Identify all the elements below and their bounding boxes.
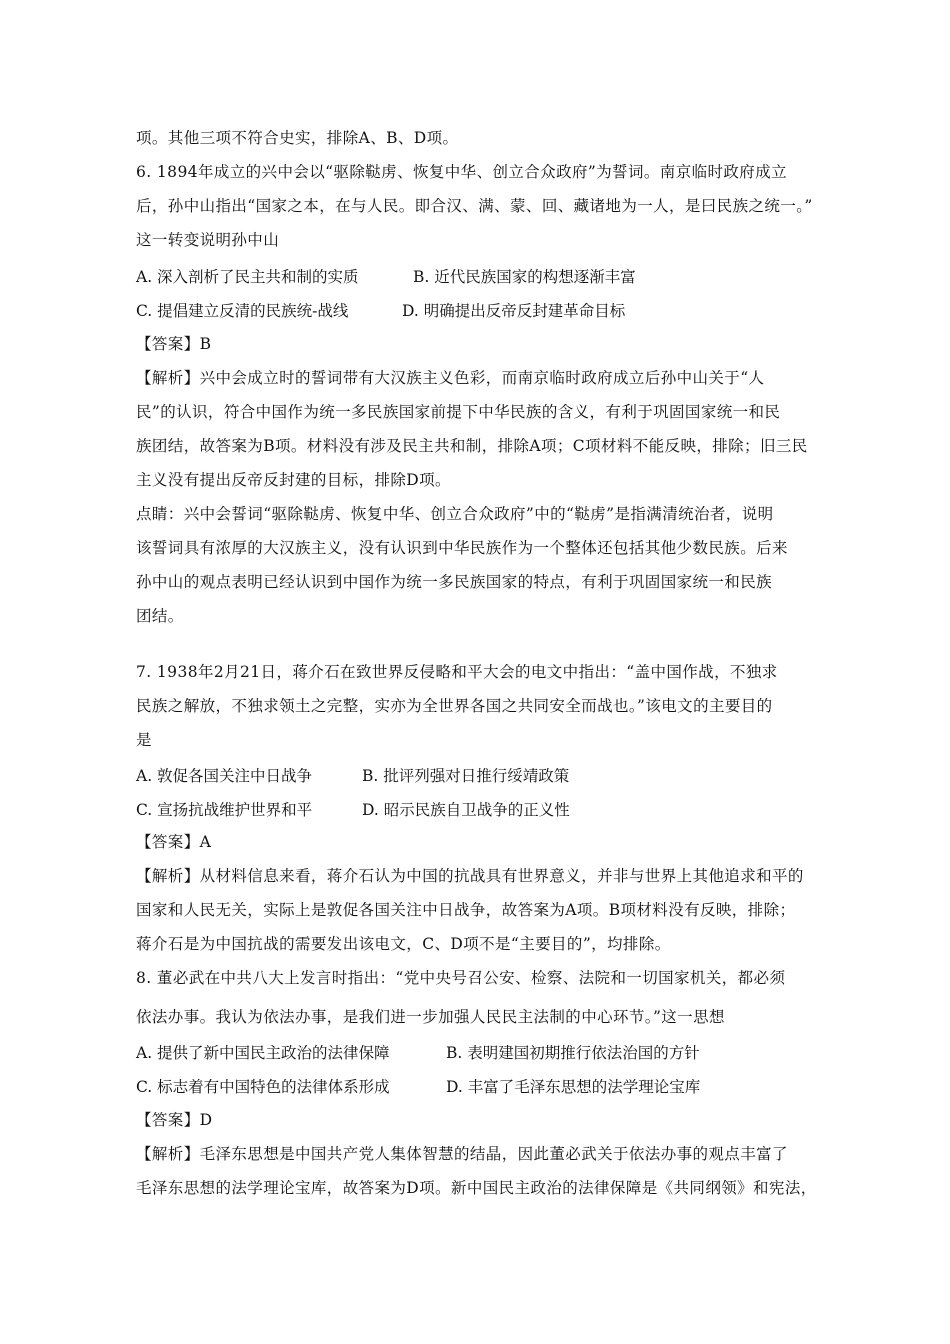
question-7-stem: 民族之解放，不独求领土之完整，实亦为全世界各国之共同安全而战也。”该电文的主要目的 bbox=[136, 697, 773, 715]
question-8-option-c: C. 标志着有中国特色的法律体系形成 bbox=[136, 1078, 390, 1096]
question-6-option-c: C. 提倡建立反清的民族统-战线 bbox=[136, 302, 349, 320]
question-8-option-b: B. 表明建国初期推行依法治国的方针 bbox=[446, 1044, 700, 1062]
question-6-analysis: 【解析】兴中会成立时的誓词带有大汉族主义色彩，而南京临时政府成立后孙中山关于“人 bbox=[136, 369, 765, 387]
question-6-comment: 团结。 bbox=[136, 607, 184, 625]
question-6-option-d: D. 明确提出反帝反封建革命目标 bbox=[402, 302, 626, 320]
question-6-analysis: 民”的认识，符合中国作为统一多民族国家前提下中华民族的含义，有利于巩固国家统一和民 bbox=[136, 403, 781, 421]
question-8-analysis: 毛泽东思想的法学理论宝库，故答案为D项。新中国民主政治的法律保障是《共同纲领》和宪法， bbox=[136, 1179, 817, 1197]
question-6-comment: 点睛：兴中会誓词“驱除鞑虏、恢复中华、创立合众政府”中的“鞑虏”是指满清统治者，说明 bbox=[136, 505, 774, 523]
question-6-comment: 孙中山的观点表明已经认识到中国作为统一多民族国家的特点，有利于巩固国家统一和民族 bbox=[136, 573, 773, 591]
text-line: 项。其他三项不符合史实，排除A、B、D项。 bbox=[136, 129, 459, 147]
question-7-analysis: 蒋介石是为中国抗战的需要发出该电文，C、D项不是“主要目的”，均排除。 bbox=[136, 935, 671, 953]
question-7-option-a: A. 敦促各国关注中日战争 bbox=[136, 767, 313, 785]
question-6-answer: 【答案】B bbox=[136, 335, 212, 353]
question-8-option-d: D. 丰富了毛泽东思想的法学理论宝库 bbox=[446, 1078, 701, 1096]
question-8-stem: 8. 董必武在中共八大上发言时指出：“党中央号召公安、检察、法院和一切国家机关，都必须 bbox=[136, 969, 786, 987]
question-7-stem: 7. 1938年2月21日，蒋介石在致世界反侵略和平大会的电文中指出：“盖中国作战，不独求 bbox=[136, 663, 778, 681]
question-6-stem: 这一转变说明孙中山 bbox=[136, 231, 280, 249]
question-6-comment: 该誓词具有浓厚的大汉族主义，没有认识到中华民族作为一个整体还包括其他少数民族。后来 bbox=[136, 539, 788, 557]
question-8-stem: 依法办事。我认为依法办事，是我们进一步加强人民民主法制的中心环节。”这一思想 bbox=[136, 1008, 725, 1026]
question-7-analysis: 国家和人民无关，实际上是敦促各国关注中日战争，故答案为A项。B项材料没有反映，排除； bbox=[136, 901, 796, 919]
question-7-stem: 是 bbox=[136, 731, 152, 749]
question-6-analysis: 主义没有提出反帝反封建的目标，排除D项。 bbox=[136, 471, 451, 489]
question-8-option-a: A. 提供了新中国民主政治的法律保障 bbox=[136, 1044, 390, 1062]
question-7-option-b: B. 批评列强对日推行绥靖政策 bbox=[362, 767, 570, 785]
question-7-analysis: 【解析】从材料信息来看，蒋介石认为中国的抗战具有世界意义，并非与世界上其他追求和平的 bbox=[136, 867, 804, 885]
question-7-answer: 【答案】A bbox=[136, 833, 212, 851]
question-6-analysis: 族团结，故答案为B项。材料没有涉及民主共和制，排除A项；C项材料不能反映，排除；旧三民 bbox=[136, 437, 808, 455]
question-7-option-c: C. 宣扬抗战维护世界和平 bbox=[136, 801, 313, 819]
question-7-option-d: D. 昭示民族自卫战争的正义性 bbox=[362, 801, 570, 819]
question-6-stem: 后，孙中山指出“国家之本，在与人民。即合汉、满、蒙、回、藏诸地为一人，是曰民族之统一。” bbox=[136, 197, 813, 215]
question-8-analysis: 【解析】毛泽东思想是中国共产党人集体智慧的结晶，因此董必武关于依法办事的观点丰富了 bbox=[136, 1145, 788, 1163]
question-8-answer: 【答案】D bbox=[136, 1111, 213, 1129]
question-6-option-b: B. 近代民族国家的构想逐渐丰富 bbox=[413, 268, 636, 286]
question-6-stem: 6. 1894年成立的兴中会以“驱除鞑虏、恢复中华、创立合众政府”为誓词。南京临时政府成立 bbox=[136, 163, 788, 181]
question-6-option-a: A. 深入剖析了民主共和制的实质 bbox=[136, 268, 359, 286]
